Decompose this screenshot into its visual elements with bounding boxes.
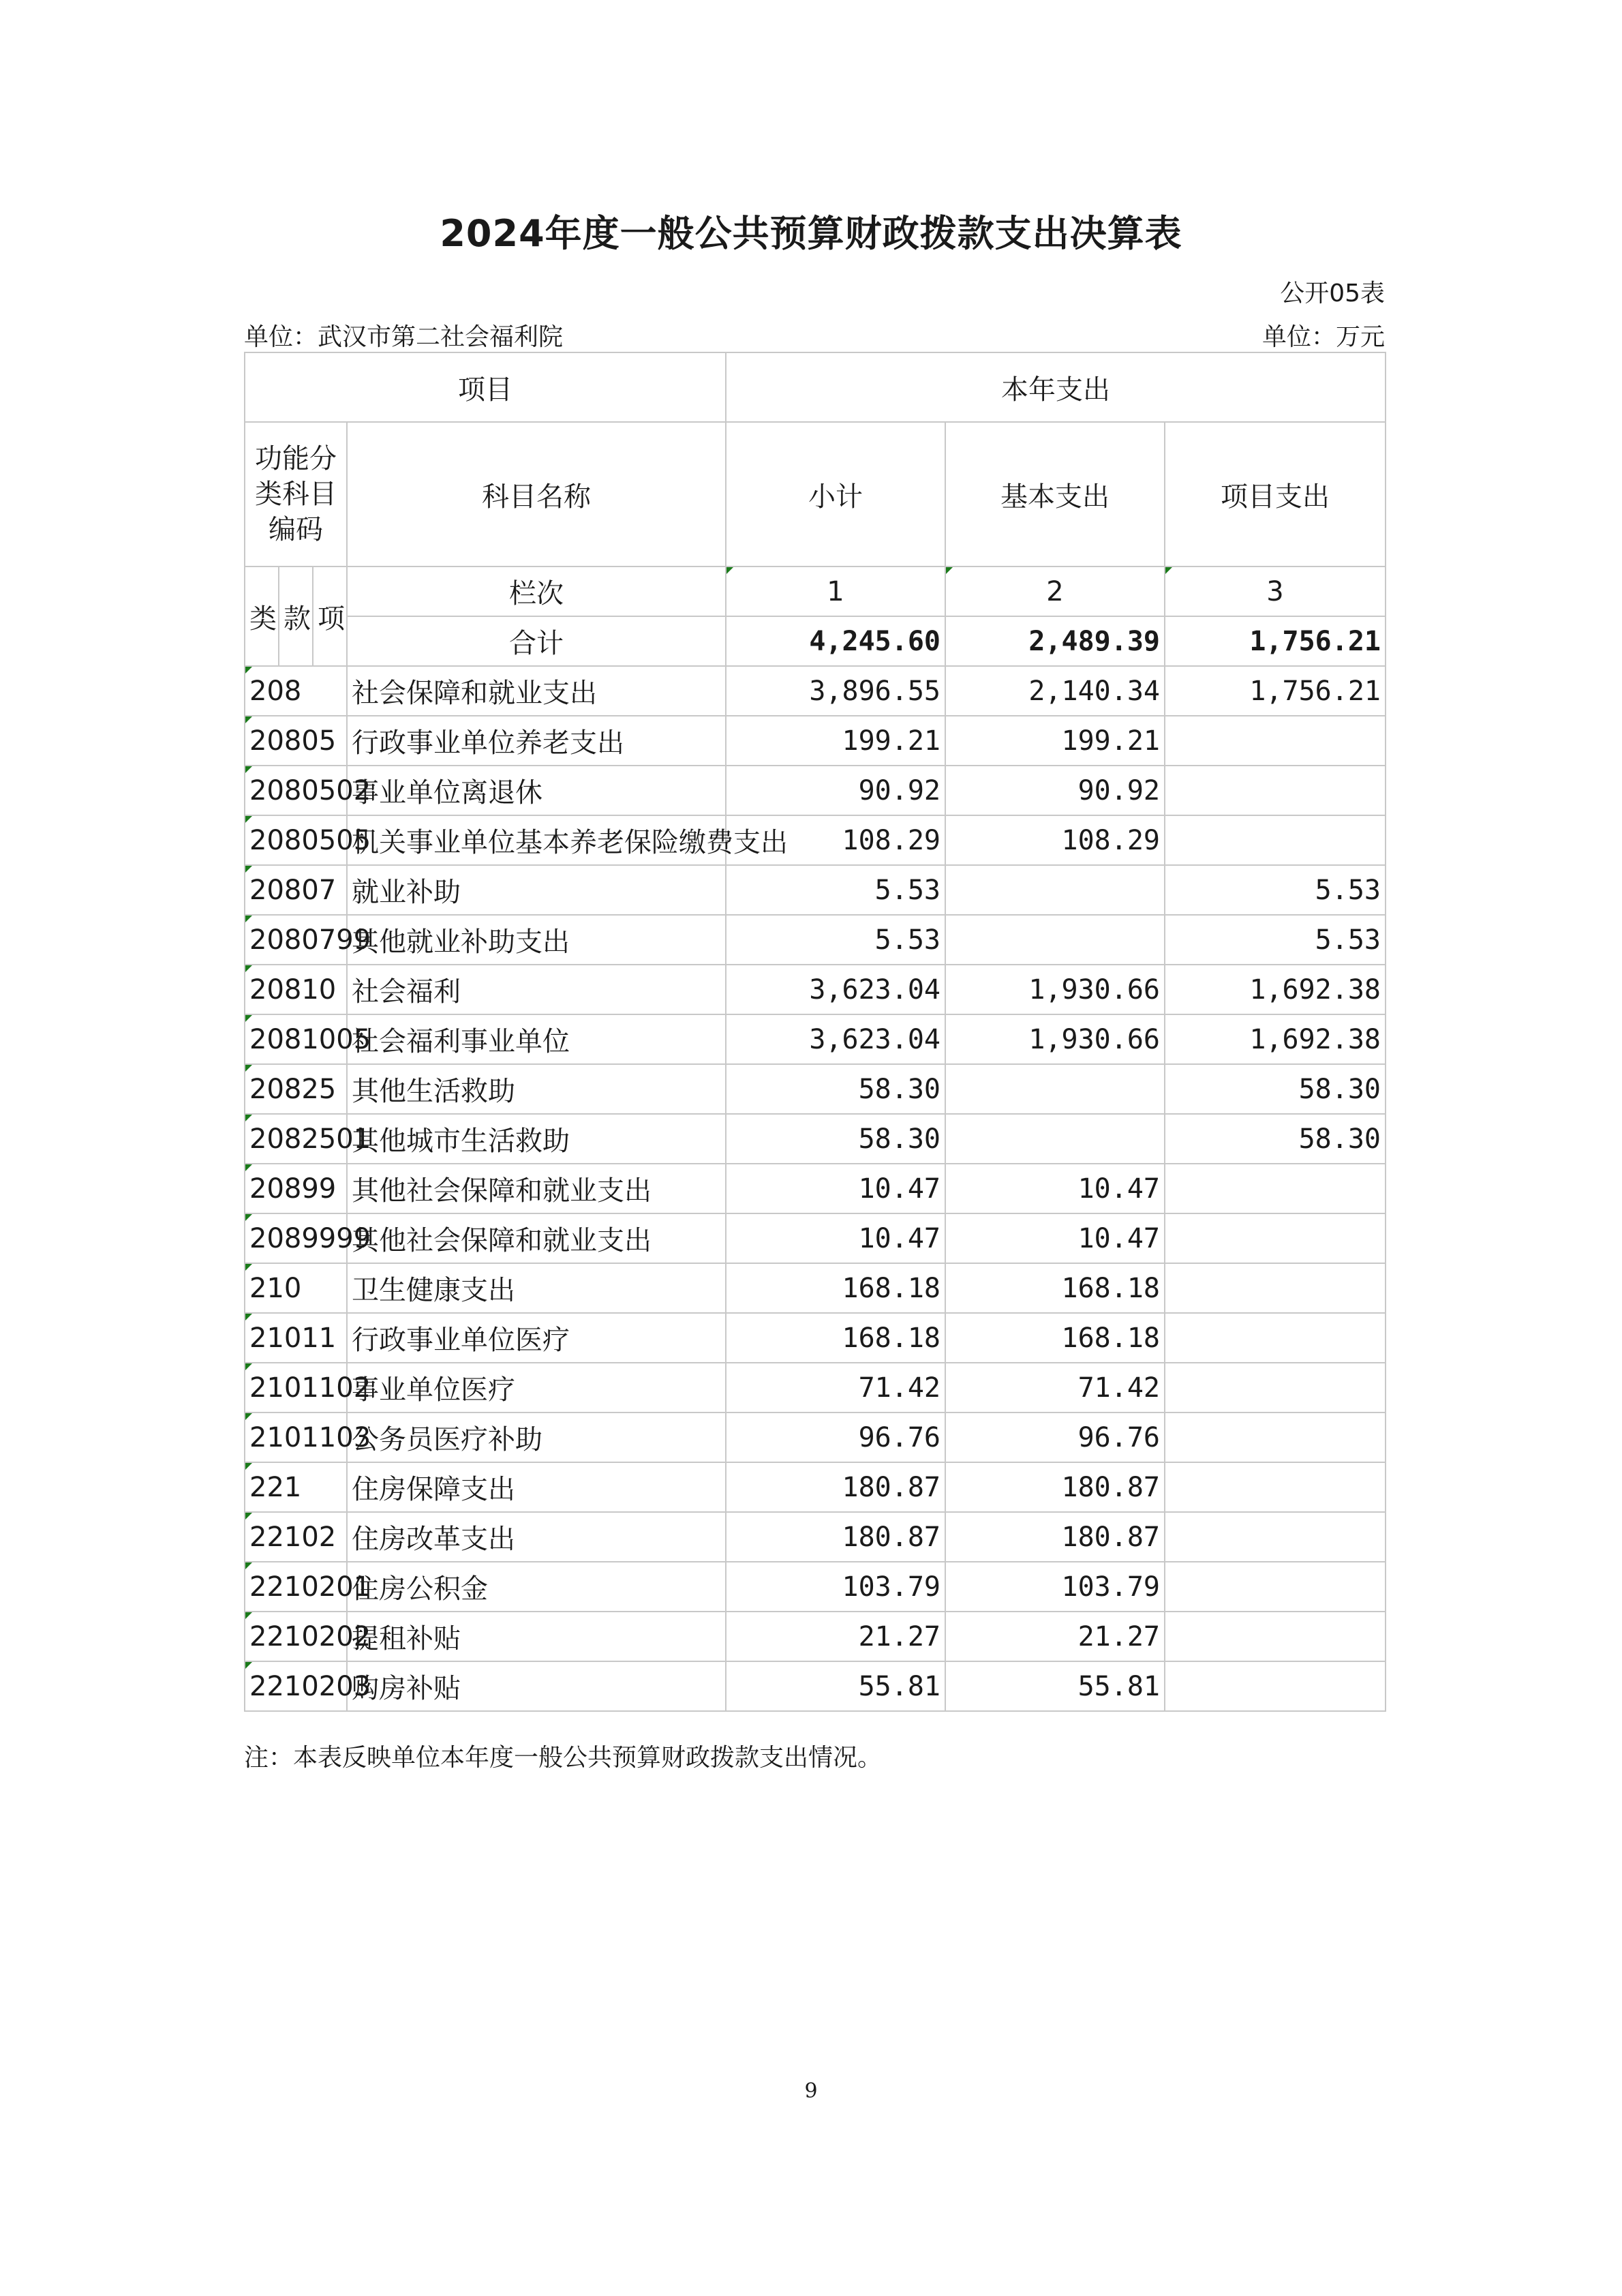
header-this-year: 本年支出 bbox=[726, 352, 1386, 422]
col-no-2: 2 bbox=[945, 567, 1165, 616]
row-subject-name: 其他社会保障和就业支出 bbox=[347, 1164, 726, 1213]
total-project: 1,756.21 bbox=[1165, 616, 1386, 666]
row-subject-name: 其他就业补助支出 bbox=[347, 915, 726, 965]
row-basic: 2,140.34 bbox=[945, 666, 1165, 716]
table-row bbox=[245, 1661, 1386, 1711]
row-basic: 55.81 bbox=[945, 1661, 1165, 1711]
row-basic: 1,930.66 bbox=[945, 1014, 1165, 1064]
table-row bbox=[245, 1014, 1386, 1064]
row-project: 58.30 bbox=[1165, 1114, 1386, 1164]
row-subject-name: 其他社会保障和就业支出 bbox=[347, 1213, 726, 1263]
row-subject-name: 社会福利事业单位 bbox=[347, 1014, 726, 1064]
table-row bbox=[245, 766, 1386, 815]
row-code: 2210203 bbox=[245, 1661, 347, 1711]
total-basic: 2,489.39 bbox=[945, 616, 1165, 666]
row-code: 2080502 bbox=[245, 766, 347, 815]
total-label: 合计 bbox=[347, 616, 726, 666]
page-title: 2024年度一般公共预算财政拨款支出决算表 bbox=[440, 212, 1182, 255]
header-kuan: 款 bbox=[279, 567, 313, 666]
row-basic: 199.21 bbox=[945, 716, 1165, 766]
row-subject-name: 购房补贴 bbox=[347, 1661, 726, 1711]
row-project bbox=[1165, 815, 1386, 865]
table-row bbox=[245, 1213, 1386, 1263]
header-subject-name: 科目名称 bbox=[347, 422, 726, 567]
row-subject-name: 行政事业单位养老支出 bbox=[347, 716, 726, 766]
row-subject-name: 社会保障和就业支出 bbox=[347, 666, 726, 716]
row-code: 2101102 bbox=[245, 1363, 347, 1413]
row-subtotal: 96.76 bbox=[726, 1413, 945, 1462]
header-lei: 类 bbox=[245, 567, 279, 666]
row-project bbox=[1165, 766, 1386, 815]
header-subtotal: 小计 bbox=[726, 422, 945, 567]
row-basic: 10.47 bbox=[945, 1213, 1165, 1263]
row-project bbox=[1165, 1363, 1386, 1413]
row-subtotal: 21.27 bbox=[726, 1612, 945, 1661]
row-subject-name: 住房公积金 bbox=[347, 1562, 726, 1612]
row-subject-name: 住房改革支出 bbox=[347, 1512, 726, 1562]
row-code: 20825 bbox=[245, 1064, 347, 1114]
table-row bbox=[245, 865, 1386, 915]
row-code: 2080505 bbox=[245, 815, 347, 865]
header-func-code: 功能分类科目编码 bbox=[245, 422, 347, 567]
row-subject-name: 社会福利 bbox=[347, 965, 726, 1014]
row-project bbox=[1165, 1164, 1386, 1213]
row-project bbox=[1165, 1213, 1386, 1263]
row-subject-name: 卫生健康支出 bbox=[347, 1263, 726, 1313]
row-code: 21011 bbox=[245, 1313, 347, 1363]
row-subtotal: 5.53 bbox=[726, 915, 945, 965]
budget-table bbox=[244, 352, 1386, 1712]
total-subtotal: 4,245.60 bbox=[726, 616, 945, 666]
row-project: 1,692.38 bbox=[1165, 1014, 1386, 1064]
row-subject-name: 行政事业单位医疗 bbox=[347, 1313, 726, 1363]
row-basic bbox=[945, 1064, 1165, 1114]
row-basic: 103.79 bbox=[945, 1562, 1165, 1612]
unit-name: 单位：武汉市第二社会福利院 bbox=[244, 323, 564, 351]
row-subject-name: 事业单位医疗 bbox=[347, 1363, 726, 1413]
row-basic: 90.92 bbox=[945, 766, 1165, 815]
row-basic: 180.87 bbox=[945, 1512, 1165, 1562]
row-subject-name: 其他城市生活救助 bbox=[347, 1114, 726, 1164]
header-xiang: 项 bbox=[313, 567, 347, 666]
table-row bbox=[245, 1512, 1386, 1562]
header-project-exp: 项目支出 bbox=[1165, 422, 1386, 567]
row-basic: 180.87 bbox=[945, 1462, 1165, 1512]
row-project: 1,756.21 bbox=[1165, 666, 1386, 716]
header-column-no: 栏次 bbox=[347, 567, 726, 616]
row-code: 20807 bbox=[245, 865, 347, 915]
row-code: 208 bbox=[245, 666, 347, 716]
table-row bbox=[245, 915, 1386, 965]
row-project bbox=[1165, 1413, 1386, 1462]
row-code: 20805 bbox=[245, 716, 347, 766]
row-code: 2101103 bbox=[245, 1413, 347, 1462]
row-project: 1,692.38 bbox=[1165, 965, 1386, 1014]
row-project: 5.53 bbox=[1165, 915, 1386, 965]
row-subtotal: 10.47 bbox=[726, 1213, 945, 1263]
row-subtotal: 168.18 bbox=[726, 1313, 945, 1363]
row-project bbox=[1165, 1512, 1386, 1562]
row-code: 22102 bbox=[245, 1512, 347, 1562]
row-subtotal: 10.47 bbox=[726, 1164, 945, 1213]
row-code: 2210202 bbox=[245, 1612, 347, 1661]
row-subject-name: 机关事业单位基本养老保险缴费支出 bbox=[347, 815, 726, 865]
table-row bbox=[245, 1064, 1386, 1114]
row-subtotal: 58.30 bbox=[726, 1064, 945, 1114]
row-basic: 96.76 bbox=[945, 1413, 1165, 1462]
row-basic bbox=[945, 1114, 1165, 1164]
table-note: 注：本表反映单位本年度一般公共预算财政拨款支出情况。 bbox=[244, 1744, 883, 1772]
table-row bbox=[245, 1413, 1386, 1462]
row-basic: 1,930.66 bbox=[945, 965, 1165, 1014]
row-subtotal: 90.92 bbox=[726, 766, 945, 815]
row-subject-name: 其他生活救助 bbox=[347, 1064, 726, 1114]
table-row bbox=[245, 1562, 1386, 1612]
row-project bbox=[1165, 1661, 1386, 1711]
row-subject-name: 住房保障支出 bbox=[347, 1462, 726, 1512]
table-row bbox=[245, 1363, 1386, 1413]
table-row bbox=[245, 965, 1386, 1014]
table-row bbox=[245, 1114, 1386, 1164]
row-code: 210 bbox=[245, 1263, 347, 1313]
form-number: 公开05表 bbox=[1280, 280, 1385, 307]
header-basic: 基本支出 bbox=[945, 422, 1165, 567]
row-code: 2082501 bbox=[245, 1114, 347, 1164]
row-code: 2080799 bbox=[245, 915, 347, 965]
row-basic: 21.27 bbox=[945, 1612, 1165, 1661]
table-row bbox=[245, 1313, 1386, 1363]
row-code: 20899 bbox=[245, 1164, 347, 1213]
row-project bbox=[1165, 1562, 1386, 1612]
row-basic bbox=[945, 865, 1165, 915]
row-project bbox=[1165, 1263, 1386, 1313]
currency-unit: 单位：万元 bbox=[1261, 323, 1385, 351]
row-project bbox=[1165, 716, 1386, 766]
row-subtotal: 168.18 bbox=[726, 1263, 945, 1313]
row-subtotal: 71.42 bbox=[726, 1363, 945, 1413]
row-basic: 71.42 bbox=[945, 1363, 1165, 1413]
row-subtotal: 199.21 bbox=[726, 716, 945, 766]
row-subtotal: 3,623.04 bbox=[726, 1014, 945, 1064]
row-project bbox=[1165, 1462, 1386, 1512]
table-row bbox=[245, 815, 1386, 865]
row-subject-name: 就业补助 bbox=[347, 865, 726, 915]
table-row bbox=[245, 1612, 1386, 1661]
row-project bbox=[1165, 1612, 1386, 1661]
row-code: 2089999 bbox=[245, 1213, 347, 1263]
row-project: 58.30 bbox=[1165, 1064, 1386, 1114]
row-basic bbox=[945, 915, 1165, 965]
row-code: 20810 bbox=[245, 965, 347, 1014]
header-project: 项目 bbox=[245, 352, 726, 422]
row-basic: 168.18 bbox=[945, 1263, 1165, 1313]
row-project: 5.53 bbox=[1165, 865, 1386, 915]
row-code: 221 bbox=[245, 1462, 347, 1512]
row-subtotal: 3,623.04 bbox=[726, 965, 945, 1014]
table-row bbox=[245, 1263, 1386, 1313]
table-row bbox=[245, 716, 1386, 766]
row-subtotal: 180.87 bbox=[726, 1512, 945, 1562]
row-basic: 108.29 bbox=[945, 815, 1165, 865]
row-basic: 168.18 bbox=[945, 1313, 1165, 1363]
row-subtotal: 103.79 bbox=[726, 1562, 945, 1612]
row-subtotal: 3,896.55 bbox=[726, 666, 945, 716]
row-subtotal: 108.29 bbox=[726, 815, 945, 865]
table-row bbox=[245, 1462, 1386, 1512]
row-subtotal: 58.30 bbox=[726, 1114, 945, 1164]
row-subject-name: 事业单位离退休 bbox=[347, 766, 726, 815]
row-subtotal: 180.87 bbox=[726, 1462, 945, 1512]
row-project bbox=[1165, 1313, 1386, 1363]
row-subject-name: 公务员医疗补助 bbox=[347, 1413, 726, 1462]
table-row bbox=[245, 1164, 1386, 1213]
table-row bbox=[245, 666, 1386, 716]
row-code: 2081005 bbox=[245, 1014, 347, 1064]
col-no-3: 3 bbox=[1165, 567, 1386, 616]
row-subject-name: 提租补贴 bbox=[347, 1612, 726, 1661]
row-code: 2210201 bbox=[245, 1562, 347, 1612]
col-no-1: 1 bbox=[726, 567, 945, 616]
row-subtotal: 5.53 bbox=[726, 865, 945, 915]
row-subtotal: 55.81 bbox=[726, 1661, 945, 1711]
page-number: 9 bbox=[804, 2079, 818, 2103]
row-basic: 10.47 bbox=[945, 1164, 1165, 1213]
